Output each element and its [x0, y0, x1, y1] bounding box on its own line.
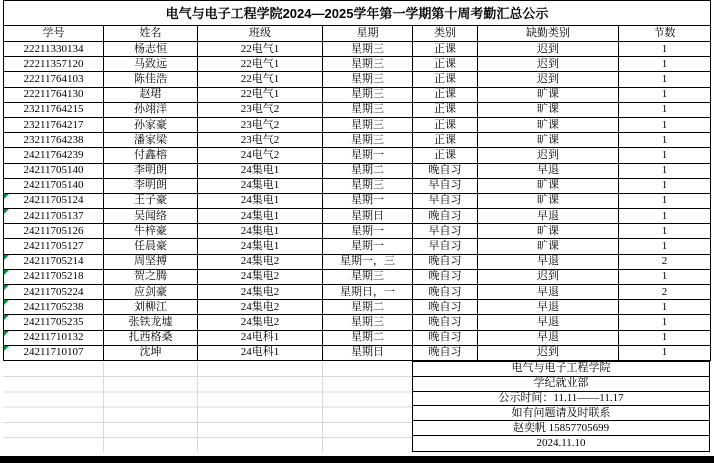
- window-bottom-edge: [0, 456, 714, 463]
- cell-periods[interactable]: 1: [619, 133, 711, 148]
- table-row: [4, 178, 711, 193]
- cell-category[interactable]: 早自习: [413, 178, 478, 193]
- green-flag-triangle-icon: [4, 315, 9, 320]
- cell-weekday[interactable]: 星期三: [323, 42, 413, 57]
- cell-periods[interactable]: 1: [619, 102, 711, 117]
- cell-weekday[interactable]: 星期三: [323, 269, 413, 284]
- cell-absence-type[interactable]: 早退: [478, 163, 619, 178]
- column-header-periods[interactable]: 节数: [619, 26, 711, 42]
- cell-category[interactable]: 晚自习: [413, 315, 478, 330]
- cell-category[interactable]: 正课: [413, 117, 478, 132]
- cell-periods[interactable]: 1: [619, 269, 711, 284]
- table-row: [4, 117, 711, 132]
- cell-name[interactable]: 沈坤: [104, 345, 198, 360]
- cell-class[interactable]: 24集电1: [198, 178, 323, 193]
- cell-class[interactable]: 24电科1: [198, 345, 323, 360]
- cell-class[interactable]: 24集电1: [198, 209, 323, 224]
- cell-periods[interactable]: 1: [619, 87, 711, 102]
- cell-class[interactable]: 22电气1: [198, 57, 323, 72]
- cell-weekday[interactable]: 星期三: [323, 102, 413, 117]
- gridline-vertical: [197, 362, 198, 452]
- cell-class[interactable]: 24集电2: [198, 285, 323, 300]
- cell-category[interactable]: 正课: [413, 148, 478, 163]
- green-flag-triangle-icon: [4, 285, 9, 290]
- cell-category[interactable]: 正课: [413, 72, 478, 87]
- cell-student-id[interactable]: 24211705140: [4, 163, 104, 178]
- cell-name[interactable]: 陈佳浩: [104, 72, 198, 87]
- cell-category[interactable]: 早自习: [413, 193, 478, 208]
- cell-weekday[interactable]: 星期三: [323, 117, 413, 132]
- cell-name[interactable]: 周坚搏: [104, 254, 198, 269]
- cell-periods[interactable]: 1: [619, 224, 711, 239]
- cell-weekday[interactable]: 星期三: [323, 87, 413, 102]
- cell-category[interactable]: 正课: [413, 42, 478, 57]
- title-row: [4, 1, 711, 26]
- cell-weekday[interactable]: 星期一: [323, 224, 413, 239]
- cell-category[interactable]: 晚自习: [413, 163, 478, 178]
- cell-name[interactable]: 李明朗: [104, 178, 198, 193]
- cell-class[interactable]: 24集电2: [198, 300, 323, 315]
- cell-absence-type[interactable]: 迟到: [478, 72, 619, 87]
- column-header-class[interactable]: 班级: [198, 26, 323, 42]
- cell-class[interactable]: 24集电1: [198, 193, 323, 208]
- cell-category[interactable]: 正课: [413, 87, 478, 102]
- cell-absence-type[interactable]: 早退: [478, 209, 619, 224]
- cell-category[interactable]: 晚自习: [413, 254, 478, 269]
- cell-name[interactable]: 王子豪: [104, 193, 198, 208]
- cell-absence-type[interactable]: 早退: [478, 254, 619, 269]
- table-row: [4, 209, 711, 224]
- table-row: [4, 330, 711, 345]
- table-row: [4, 72, 711, 87]
- cell-absence-type[interactable]: 迟到: [478, 148, 619, 163]
- cell-student-id[interactable]: 24211705137: [4, 209, 104, 224]
- cell-student-id[interactable]: 24211705124: [4, 193, 104, 208]
- cell-class[interactable]: 22电气1: [198, 42, 323, 57]
- table-row: [4, 193, 711, 208]
- sheet-title: 电气与电子工程学院2024—2025学年第一学期第十周考勤汇总公示: [4, 1, 711, 26]
- cell-periods[interactable]: 1: [619, 42, 711, 57]
- gridline-vertical: [103, 362, 104, 452]
- cell-class[interactable]: 24集电1: [198, 163, 323, 178]
- cell-name[interactable]: 孙家豪: [104, 117, 198, 132]
- cell-name[interactable]: 贺之腾: [104, 269, 198, 284]
- cell-periods[interactable]: 1: [619, 315, 711, 330]
- cell-student-id[interactable]: 24211705235: [4, 315, 104, 330]
- cell-student-id[interactable]: 23211764217: [4, 117, 104, 132]
- cell-weekday[interactable]: 星期二: [323, 330, 413, 345]
- cell-weekday[interactable]: 星期三: [323, 72, 413, 87]
- cell-class[interactable]: 24集电2: [198, 315, 323, 330]
- cell-periods[interactable]: 1: [619, 163, 711, 178]
- column-header-student-id[interactable]: 学号: [4, 26, 104, 42]
- cell-name[interactable]: 潘家梁: [104, 133, 198, 148]
- green-flag-triangle-icon: [4, 209, 9, 214]
- cell-periods[interactable]: 1: [619, 330, 711, 345]
- cell-class[interactable]: 22电气1: [198, 72, 323, 87]
- footer-line[interactable]: 赵奕帆 15857705699: [413, 421, 709, 436]
- cell-absence-type[interactable]: 旷课: [478, 117, 619, 132]
- cell-periods[interactable]: 1: [619, 178, 711, 193]
- cell-absence-type[interactable]: 早退: [478, 315, 619, 330]
- attendance-table: [3, 0, 711, 361]
- column-header-name[interactable]: 姓名: [104, 26, 198, 42]
- cell-name[interactable]: 孙翊洋: [104, 102, 198, 117]
- table-row: [4, 345, 711, 360]
- column-header-category[interactable]: 类别: [413, 26, 478, 42]
- cell-student-id[interactable]: 24211705224: [4, 285, 104, 300]
- table-row: [4, 254, 711, 269]
- cell-class[interactable]: 24电科1: [198, 330, 323, 345]
- cell-absence-type[interactable]: 早退: [478, 330, 619, 345]
- cell-category[interactable]: 晚自习: [413, 285, 478, 300]
- cell-periods[interactable]: 1: [619, 345, 711, 360]
- green-flag-triangle-icon: [4, 300, 9, 305]
- cell-absence-type[interactable]: 旷课: [478, 178, 619, 193]
- cell-periods[interactable]: 1: [619, 209, 711, 224]
- cell-class[interactable]: 23电气2: [198, 117, 323, 132]
- cell-weekday[interactable]: 星期三: [323, 315, 413, 330]
- cell-student-id[interactable]: 24211705126: [4, 224, 104, 239]
- cell-student-id[interactable]: 24211705140: [4, 178, 104, 193]
- cell-class[interactable]: 24集电1: [198, 224, 323, 239]
- cell-weekday[interactable]: 星期一: [323, 193, 413, 208]
- cell-weekday[interactable]: 星期二: [323, 163, 413, 178]
- cell-periods[interactable]: 2: [619, 254, 711, 269]
- gridline-area: [3, 362, 412, 452]
- cell-name[interactable]: 应剑豪: [104, 285, 198, 300]
- cell-weekday[interactable]: 星期日，一: [323, 285, 413, 300]
- green-flag-triangle-icon: [4, 331, 9, 336]
- cell-student-id[interactable]: 22211764103: [4, 72, 104, 87]
- header-row: [4, 26, 711, 42]
- cell-periods[interactable]: 1: [619, 239, 711, 254]
- cell-weekday[interactable]: 星期三: [323, 57, 413, 72]
- table-row: [4, 42, 711, 57]
- cell-name[interactable]: 任晨豪: [104, 239, 198, 254]
- cell-category[interactable]: 晚自习: [413, 345, 478, 360]
- cell-name[interactable]: 赵珺: [104, 87, 198, 102]
- cell-absence-type[interactable]: 旷课: [478, 224, 619, 239]
- table-row: [4, 239, 711, 254]
- cell-student-id[interactable]: 23211764238: [4, 133, 104, 148]
- footer-line[interactable]: 如有问题请及时联系: [413, 406, 709, 421]
- cell-periods[interactable]: 2: [619, 285, 711, 300]
- cell-category[interactable]: 正课: [413, 102, 478, 117]
- green-flag-triangle-icon: [4, 194, 9, 199]
- cell-weekday[interactable]: 星期一: [323, 239, 413, 254]
- cell-student-id[interactable]: 22211357120: [4, 57, 104, 72]
- cell-student-id[interactable]: 24211764239: [4, 148, 104, 163]
- cell-absence-type[interactable]: 迟到: [478, 57, 619, 72]
- table-row: [4, 315, 711, 330]
- column-header-weekday[interactable]: 星期: [323, 26, 413, 42]
- cell-class[interactable]: 23电气2: [198, 133, 323, 148]
- cell-class[interactable]: 24集电1: [198, 239, 323, 254]
- cell-absence-type[interactable]: 旷课: [478, 193, 619, 208]
- cell-student-id[interactable]: 24211705127: [4, 239, 104, 254]
- cell-category[interactable]: 晚自习: [413, 330, 478, 345]
- footer-line[interactable]: 2024.11.10: [536, 437, 586, 450]
- cell-student-id[interactable]: 24211705214: [4, 254, 104, 269]
- footer-line[interactable]: 电气与电子工程学院: [413, 362, 709, 377]
- cell-periods[interactable]: 1: [619, 57, 711, 72]
- cell-category[interactable]: 正课: [413, 133, 478, 148]
- cell-class[interactable]: 24集电2: [198, 254, 323, 269]
- cell-absence-type[interactable]: 早退: [478, 300, 619, 315]
- cell-category[interactable]: 晚自习: [413, 300, 478, 315]
- table-row: [4, 87, 711, 102]
- cell-weekday[interactable]: 星期一，三: [323, 254, 413, 269]
- cell-absence-type[interactable]: 旷课: [478, 239, 619, 254]
- cell-category[interactable]: 早自习: [413, 224, 478, 239]
- cell-absence-type[interactable]: 迟到: [478, 345, 619, 360]
- table-row: [4, 224, 711, 239]
- green-flag-triangle-icon: [4, 255, 9, 260]
- column-header-absence-type[interactable]: 缺勤类别: [478, 26, 619, 42]
- cell-absence-type[interactable]: 旷课: [478, 87, 619, 102]
- cell-weekday[interactable]: 星期日: [323, 209, 413, 224]
- table-row: [4, 102, 711, 117]
- cell-periods[interactable]: 1: [619, 72, 711, 87]
- cell-name[interactable]: 马致远: [104, 57, 198, 72]
- cell-class[interactable]: 22电气1: [198, 87, 323, 102]
- cell-absence-type[interactable]: 迟到: [478, 42, 619, 57]
- cell-name[interactable]: 扎西格桑: [104, 330, 198, 345]
- cell-name[interactable]: 张铁龙墟: [104, 315, 198, 330]
- cell-absence-type[interactable]: 迟到: [478, 269, 619, 284]
- footer-line[interactable]: 学纪就业部: [413, 377, 709, 392]
- green-flag-triangle-icon: [4, 270, 9, 275]
- cell-student-id[interactable]: 24211705218: [4, 269, 104, 284]
- cell-class[interactable]: 24集电2: [198, 269, 323, 284]
- cell-category[interactable]: 晚自习: [413, 269, 478, 284]
- cell-student-id[interactable]: 22211764130: [4, 87, 104, 102]
- cell-student-id[interactable]: 24211710107: [4, 345, 104, 360]
- cell-name[interactable]: 李明朗: [104, 163, 198, 178]
- cell-category[interactable]: 晚自习: [413, 209, 478, 224]
- cell-name[interactable]: 杨志恒: [104, 42, 198, 57]
- cell-weekday[interactable]: 星期日: [323, 345, 413, 360]
- cell-category[interactable]: 正课: [413, 57, 478, 72]
- cell-periods[interactable]: 1: [619, 193, 711, 208]
- cell-name[interactable]: 牛梓豪: [104, 224, 198, 239]
- table-row: [4, 300, 711, 315]
- table-row: [4, 269, 711, 284]
- cell-name[interactable]: 吴闻络: [104, 209, 198, 224]
- cell-periods[interactable]: 1: [619, 117, 711, 132]
- cell-class[interactable]: 23电气2: [198, 102, 323, 117]
- cell-category[interactable]: 早自习: [413, 239, 478, 254]
- table-row: [4, 285, 711, 300]
- table-row: [4, 57, 711, 72]
- cell-periods[interactable]: 1: [619, 148, 711, 163]
- cell-weekday[interactable]: 星期三: [323, 178, 413, 193]
- cell-absence-type[interactable]: 旷课: [478, 102, 619, 117]
- cell-weekday[interactable]: 星期二: [323, 300, 413, 315]
- green-flag-triangle-icon: [4, 346, 9, 351]
- cell-student-id[interactable]: 22211330134: [4, 42, 104, 57]
- cell-student-id[interactable]: 23211764215: [4, 102, 104, 117]
- table-row: [4, 163, 711, 178]
- footer-line[interactable]: 公示时间：11.11——11.17: [413, 392, 709, 407]
- cell-absence-type[interactable]: 旷课: [478, 133, 619, 148]
- cell-name[interactable]: 刘柳江: [104, 300, 198, 315]
- gridline-vertical: [322, 362, 323, 452]
- table-row: [4, 148, 711, 163]
- footer-signature-block: [412, 361, 710, 452]
- cell-weekday[interactable]: 星期一: [323, 148, 413, 163]
- cell-absence-type[interactable]: 早退: [478, 285, 619, 300]
- cell-student-id[interactable]: 24211705238: [4, 300, 104, 315]
- cell-class[interactable]: 24电气2: [198, 148, 323, 163]
- table-row: [4, 133, 711, 148]
- cell-weekday[interactable]: 星期三: [323, 133, 413, 148]
- cell-name[interactable]: 付鑫榕: [104, 148, 198, 163]
- cell-student-id[interactable]: 24211710132: [4, 330, 104, 345]
- cell-periods[interactable]: 1: [619, 300, 711, 315]
